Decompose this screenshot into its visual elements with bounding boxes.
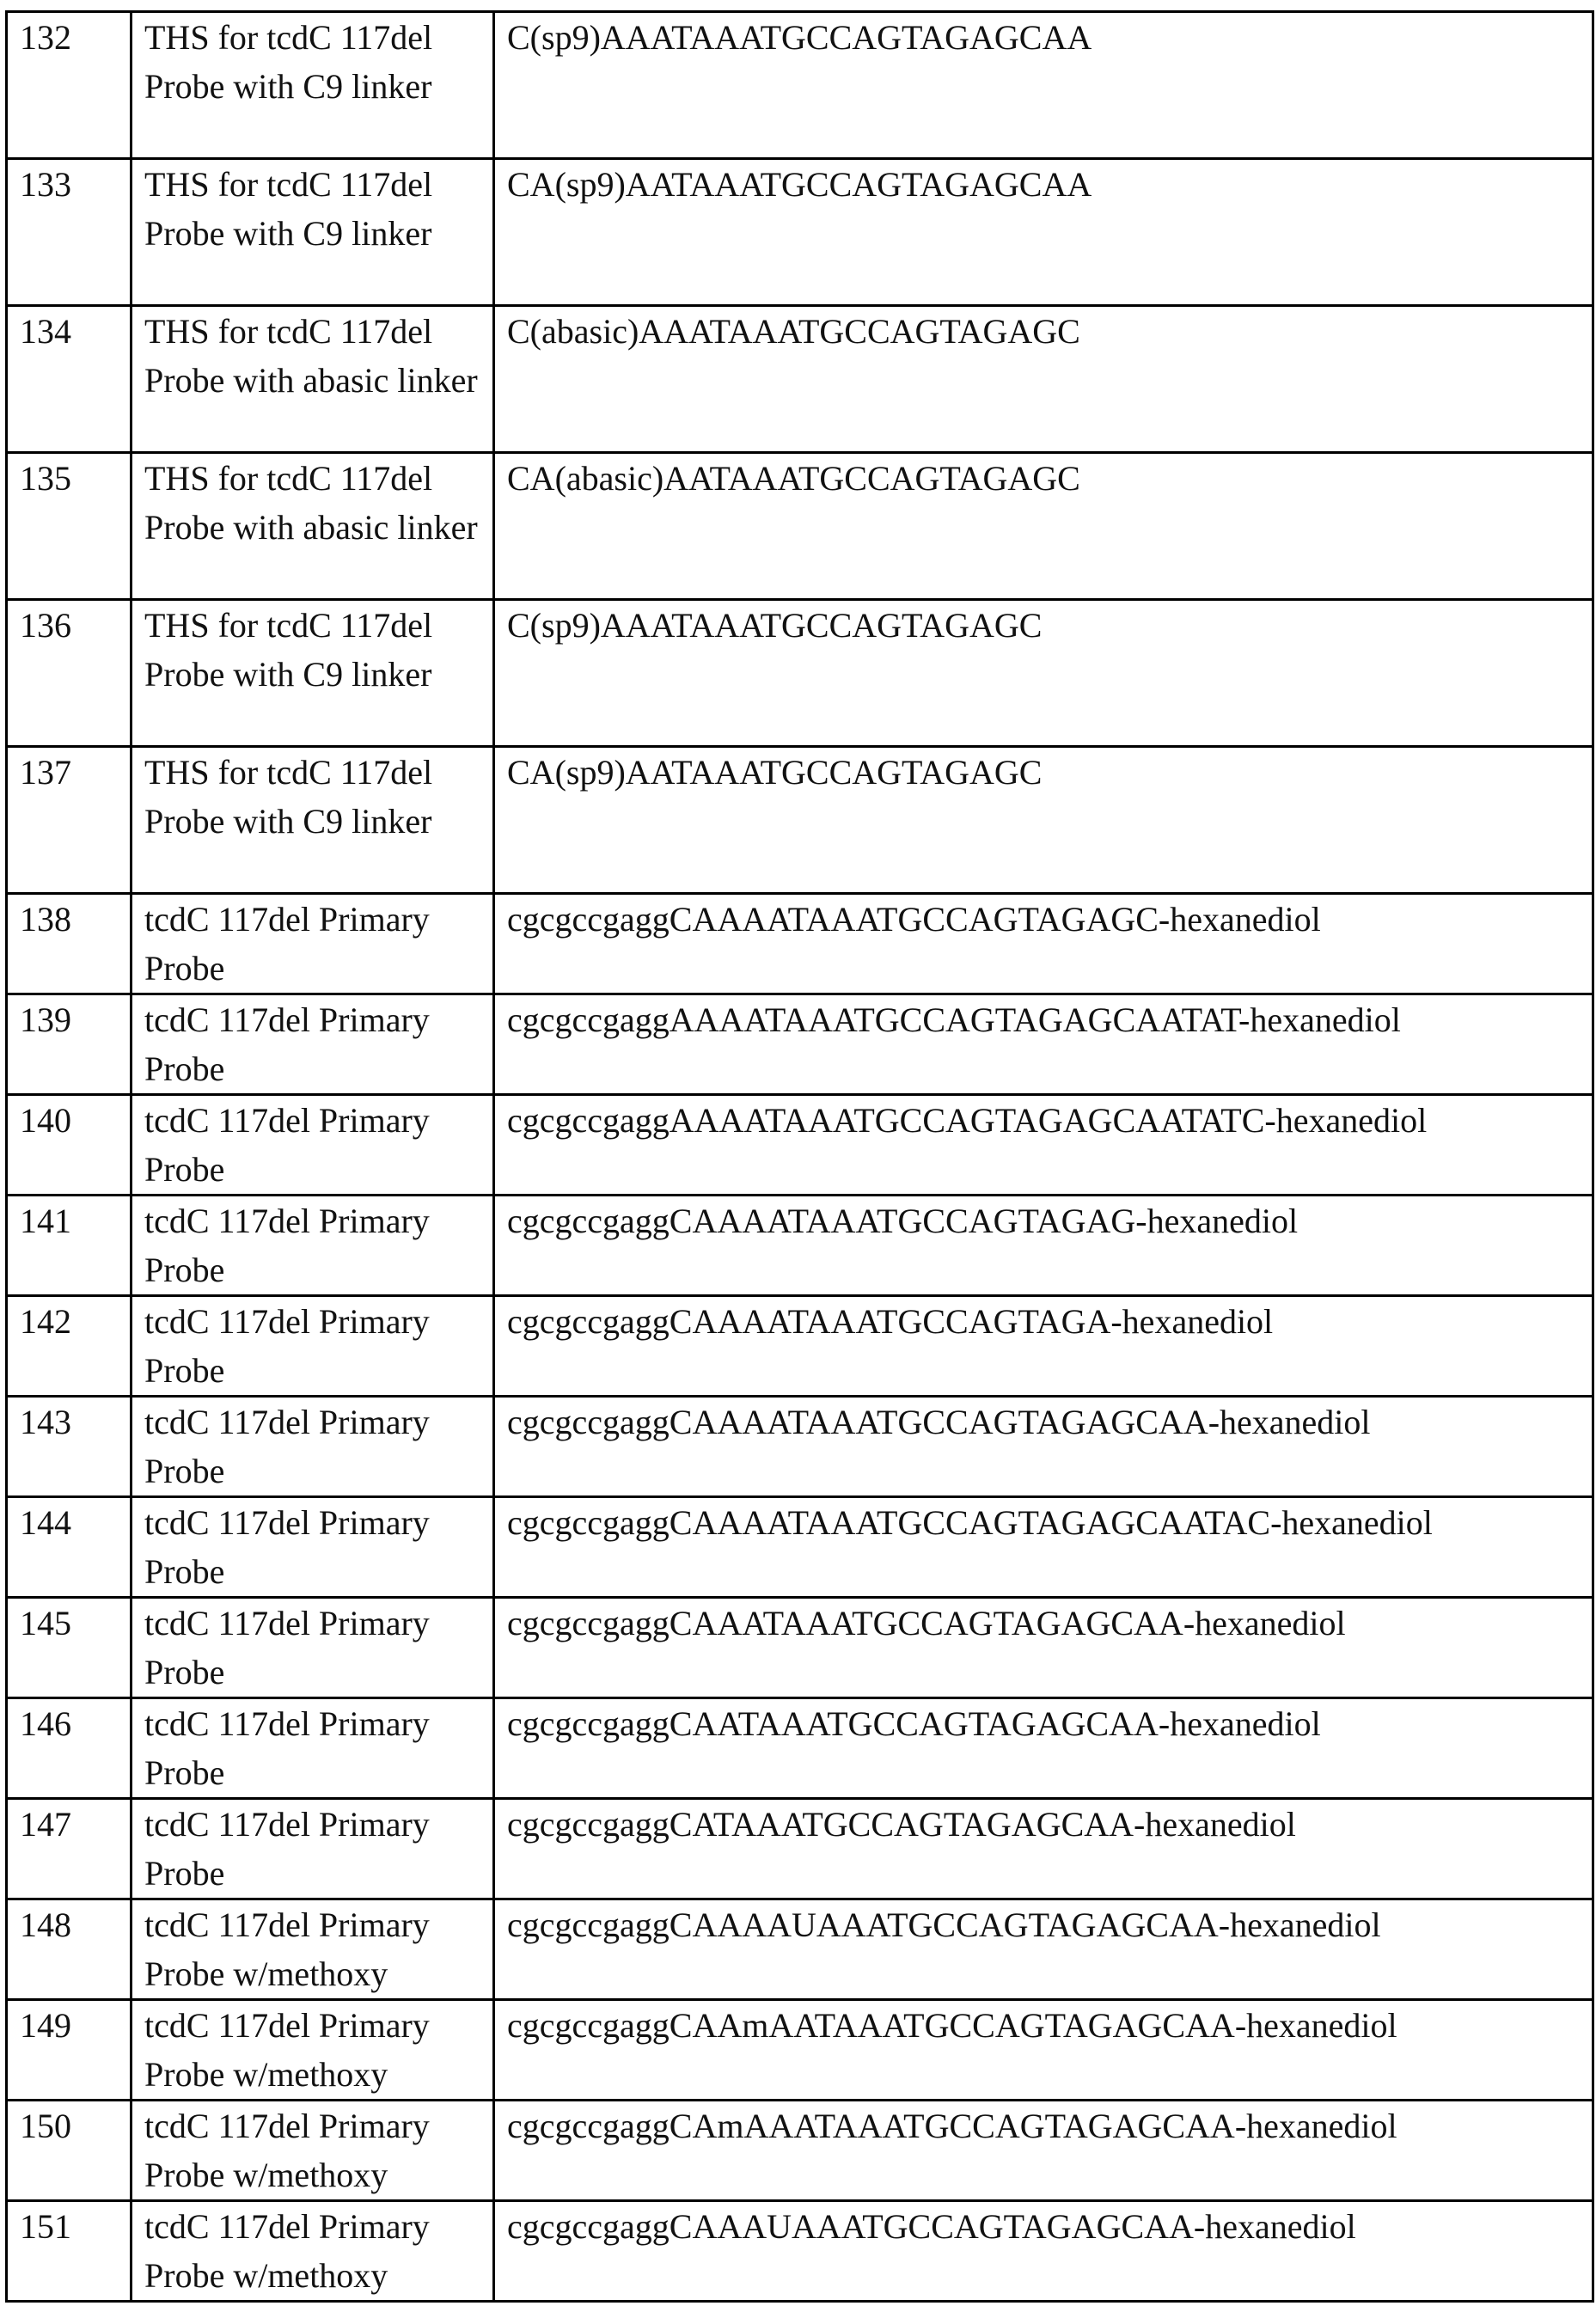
table-row [7, 2000, 1593, 2101]
table-row [7, 2101, 1593, 2201]
sequence-cell: C(sp9)AAATAAATGCCAGTAGAGC [494, 600, 1593, 747]
seq-id-cell: 147 [7, 1799, 131, 1899]
table-row [7, 1698, 1593, 1799]
sequence-cell: cgcgccgaggAAAATAAATGCCAGTAGAGCAATATC-hexanediol [494, 1095, 1593, 1196]
sequence-cell: cgcgccgaggCAAAATAAATGCCAGTAGA-hexanediol [494, 1296, 1593, 1397]
table-row [7, 306, 1593, 453]
table-row [7, 894, 1593, 994]
description-cell: THS for tcdC 117del Probe with C9 linker [131, 600, 494, 747]
table-row [7, 1497, 1593, 1598]
description-cell: tcdC 117del Primary Probe [131, 1799, 494, 1899]
seq-id-cell: 151 [7, 2201, 131, 2302]
description-cell: tcdC 117del Primary Probe w/methoxy [131, 2000, 494, 2101]
sequence-cell: cgcgccgaggCAAAATAAATGCCAGTAGAGCAATAC-hexanediol [494, 1497, 1593, 1598]
sequence-cell: C(abasic)AAATAAATGCCAGTAGAGC [494, 306, 1593, 453]
table-row [7, 2201, 1593, 2302]
table-row [7, 1899, 1593, 2000]
sequence-cell: cgcgccgaggCAmAAATAAATGCCAGTAGAGCAA-hexanediol [494, 2101, 1593, 2201]
seq-id-cell: 144 [7, 1497, 131, 1598]
seq-id-cell: 136 [7, 600, 131, 747]
seq-id-cell: 148 [7, 1899, 131, 2000]
sequence-table [5, 10, 1594, 2303]
sequence-cell: CA(sp9)AATAAATGCCAGTAGAGC [494, 747, 1593, 894]
seq-id-cell: 149 [7, 2000, 131, 2101]
sequence-cell: CA(abasic)AATAAATGCCAGTAGAGC [494, 453, 1593, 600]
sequence-cell: cgcgccgaggCAAAUAAATGCCAGTAGAGCAA-hexanediol [494, 2201, 1593, 2302]
description-cell: tcdC 117del Primary Probe [131, 894, 494, 994]
sequence-cell: CA(sp9)AATAAATGCCAGTAGAGCAA [494, 159, 1593, 306]
sequence-cell: cgcgccgaggCAAAATAAATGCCAGTAGAGCAA-hexanediol [494, 1397, 1593, 1497]
sequence-cell: cgcgccgaggCAAATAAATGCCAGTAGAGCAA-hexanediol [494, 1598, 1593, 1698]
seq-id-cell: 142 [7, 1296, 131, 1397]
description-cell: tcdC 117del Primary Probe w/methoxy [131, 2101, 494, 2201]
table-row [7, 159, 1593, 306]
description-cell: THS for tcdC 117del Probe with C9 linker [131, 159, 494, 306]
table-row [7, 600, 1593, 747]
seq-id-cell: 141 [7, 1196, 131, 1296]
description-cell: tcdC 117del Primary Probe [131, 1598, 494, 1698]
sequence-cell: cgcgccgaggCAAmAATAAATGCCAGTAGAGCAA-hexanediol [494, 2000, 1593, 2101]
seq-id-cell: 145 [7, 1598, 131, 1698]
seq-id-cell: 137 [7, 747, 131, 894]
seq-id-cell: 133 [7, 159, 131, 306]
description-cell: tcdC 117del Primary Probe [131, 1296, 494, 1397]
description-cell: tcdC 117del Primary Probe [131, 994, 494, 1095]
table-row [7, 12, 1593, 159]
description-cell: tcdC 117del Primary Probe [131, 1698, 494, 1799]
description-cell: THS for tcdC 117del Probe with abasic linker [131, 306, 494, 453]
description-cell: THS for tcdC 117del Probe with C9 linker [131, 12, 494, 159]
seq-id-cell: 132 [7, 12, 131, 159]
seq-id-cell: 135 [7, 453, 131, 600]
sequence-cell: cgcgccgaggCATAAATGCCAGTAGAGCAA-hexanediol [494, 1799, 1593, 1899]
table-row [7, 747, 1593, 894]
seq-id-cell: 150 [7, 2101, 131, 2201]
table-row [7, 1598, 1593, 1698]
description-cell: tcdC 117del Primary Probe [131, 1397, 494, 1497]
sequence-cell: cgcgccgaggCAAAATAAATGCCAGTAGAG-hexanediol [494, 1196, 1593, 1296]
seq-id-cell: 143 [7, 1397, 131, 1497]
table-row [7, 1196, 1593, 1296]
description-cell: tcdC 117del Primary Probe [131, 1095, 494, 1196]
description-cell: tcdC 117del Primary Probe [131, 1196, 494, 1296]
table-row [7, 1296, 1593, 1397]
seq-id-cell: 140 [7, 1095, 131, 1196]
table-row [7, 994, 1593, 1095]
sequence-cell: cgcgccgaggCAAAATAAATGCCAGTAGAGC-hexanediol [494, 894, 1593, 994]
sequence-cell: cgcgccgaggCAATAAATGCCAGTAGAGCAA-hexanediol [494, 1698, 1593, 1799]
description-cell: THS for tcdC 117del Probe with abasic linker [131, 453, 494, 600]
description-cell: tcdC 117del Primary Probe w/methoxy [131, 1899, 494, 2000]
description-cell: tcdC 117del Primary Probe w/methoxy [131, 2201, 494, 2302]
description-cell: THS for tcdC 117del Probe with C9 linker [131, 747, 494, 894]
table-row [7, 1799, 1593, 1899]
seq-id-cell: 134 [7, 306, 131, 453]
description-cell: tcdC 117del Primary Probe [131, 1497, 494, 1598]
seq-id-cell: 138 [7, 894, 131, 994]
sequence-cell: cgcgccgaggAAAATAAATGCCAGTAGAGCAATAT-hexanediol [494, 994, 1593, 1095]
sequence-cell: C(sp9)AAATAAATGCCAGTAGAGCAA [494, 12, 1593, 159]
seq-id-cell: 139 [7, 994, 131, 1095]
table-row [7, 1095, 1593, 1196]
sequence-cell: cgcgccgaggCAAAAUAAATGCCAGTAGAGCAA-hexanediol [494, 1899, 1593, 2000]
table-row [7, 453, 1593, 600]
table-row [7, 1397, 1593, 1497]
seq-id-cell: 146 [7, 1698, 131, 1799]
